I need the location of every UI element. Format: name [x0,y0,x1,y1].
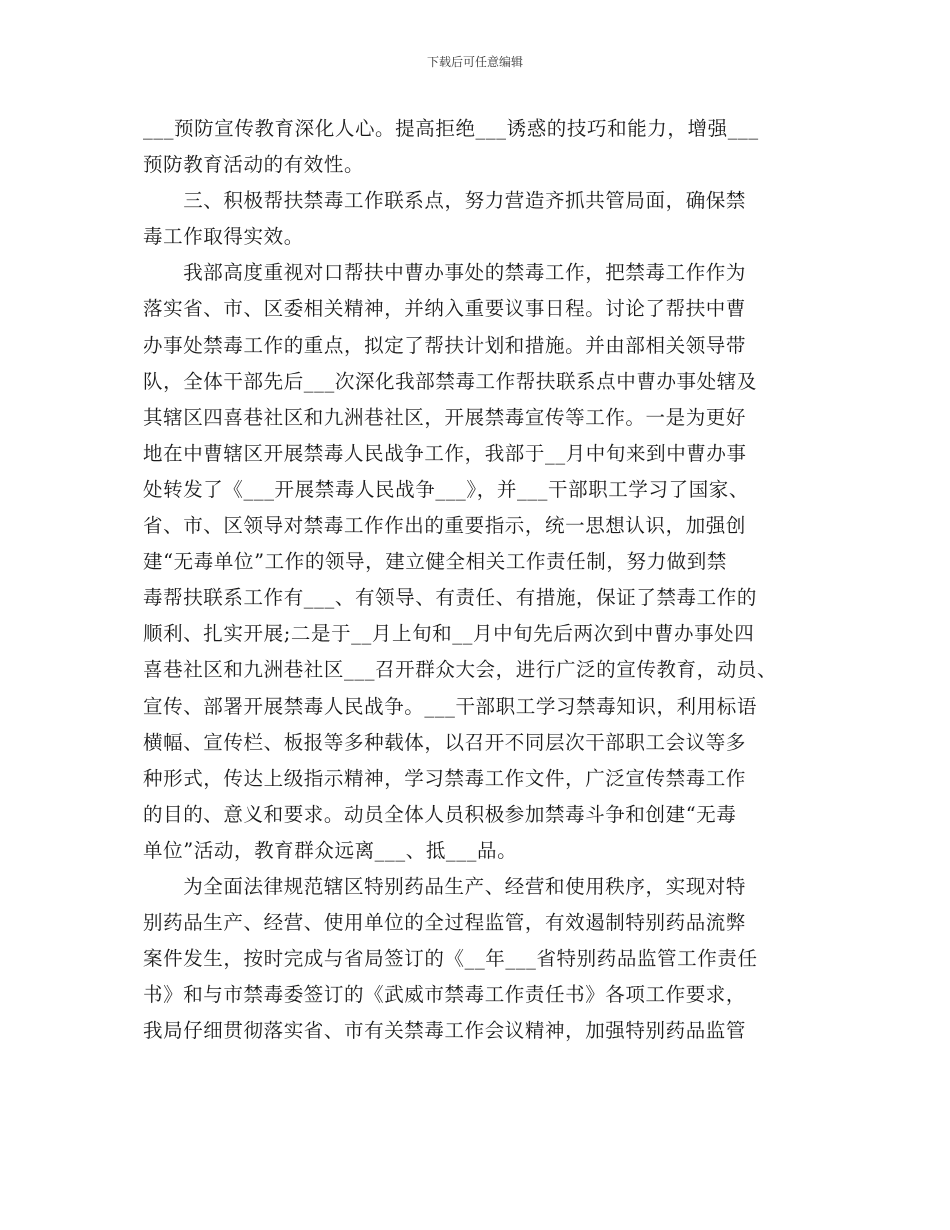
text-line: 三、积极帮扶禁毒工作联系点，努力营造齐抓共管局面，确保禁 [143,189,747,213]
text-line: 地在中曹辖区开展禁毒人民战争工作，我部于__月中旬来到中曹办事 [143,441,747,465]
text-line: 处转发了《___开展禁毒人民战争___》，并___干部职工学习了国家、 [143,477,750,501]
text-line: 种形式，传达上级指示精神，学习禁毒工作文件，广泛宣传禁毒工作 [143,766,747,790]
text-line: 办事处禁毒工作的重点，拟定了帮扶计划和措施。并由部相关领导带 [143,333,747,357]
text-line: 单位”活动，教育群众远离___、抵___品。 [143,838,518,862]
text-line: 我局仔细贯彻落实省、市有关禁毒工作会议精神，加强特别药品监管 [143,1019,747,1043]
text-line: ___预防宣传教育深化人心。提高拒绝___诱惑的技巧和能力，增强___ [143,117,759,140]
text-line: 其辖区四喜巷社区和九洲巷社区，开展禁毒宣传等工作。一是为更好 [143,405,747,429]
document-body [143,111,833,1049]
text-line: 为全面法律规范辖区特别药品生产、经营和使用秩序，实现对特 [143,874,747,898]
text-line: 毒帮扶联系工作有___、有领导、有责任、有措施，保证了禁毒工作的 [143,586,757,610]
text-line: 建“无毒单位”工作的领导，建立健全相关工作责任制，努力做到禁 [143,550,727,574]
text-line: 横幅、宣传栏、板报等多种载体，以召开不同层次干部职工会议等多 [143,730,747,754]
page-header: 下载后可任意编辑 [426,55,523,69]
text-line: 我部高度重视对口帮扶中曹办事处的禁毒工作，把禁毒工作作为 [143,261,747,285]
text-line: 队，全体干部先后___次深化我部禁毒工作帮扶联系点中曹办事处辖及 [143,369,757,393]
text-line: 宣传、部署开展禁毒人民战争。___干部职工学习禁毒知识，利用标语 [143,694,757,718]
text-line: 案件发生，按时完成与省局签订的《__年___省特别药品监管工作责任 [143,947,758,971]
text-line: 书》和与市禁毒委签订的《武威市禁毒工作责任书》各项工作要求， [143,983,747,1007]
text-line: 毒工作取得实效。 [143,225,304,249]
text-line: 落实省、市、区委相关精神，并纳入重要议事日程。讨论了帮扶中曹 [143,297,747,321]
text-line: 的目的、意义和要求。动员全体人员积极参加禁毒斗争和创建“无毒 [143,802,737,826]
text-line: 顺利、扎实开展;二是于__月上旬和__月中旬先后两次到中曹办事处四 [143,622,755,646]
text-line: 喜巷社区和九洲巷社区___召开群众大会，进行广泛的宣传教育，动员、 [143,658,778,682]
text-line: 预防教育活动的有效性。 [143,153,365,177]
text-line: 别药品生产、经营、使用单位的全过程监管，有效遏制特别药品流弊 [143,911,747,935]
text-line: 省、市、区领导对禁毒工作作出的重要指示，统一思想认识，加强创 [143,514,747,538]
